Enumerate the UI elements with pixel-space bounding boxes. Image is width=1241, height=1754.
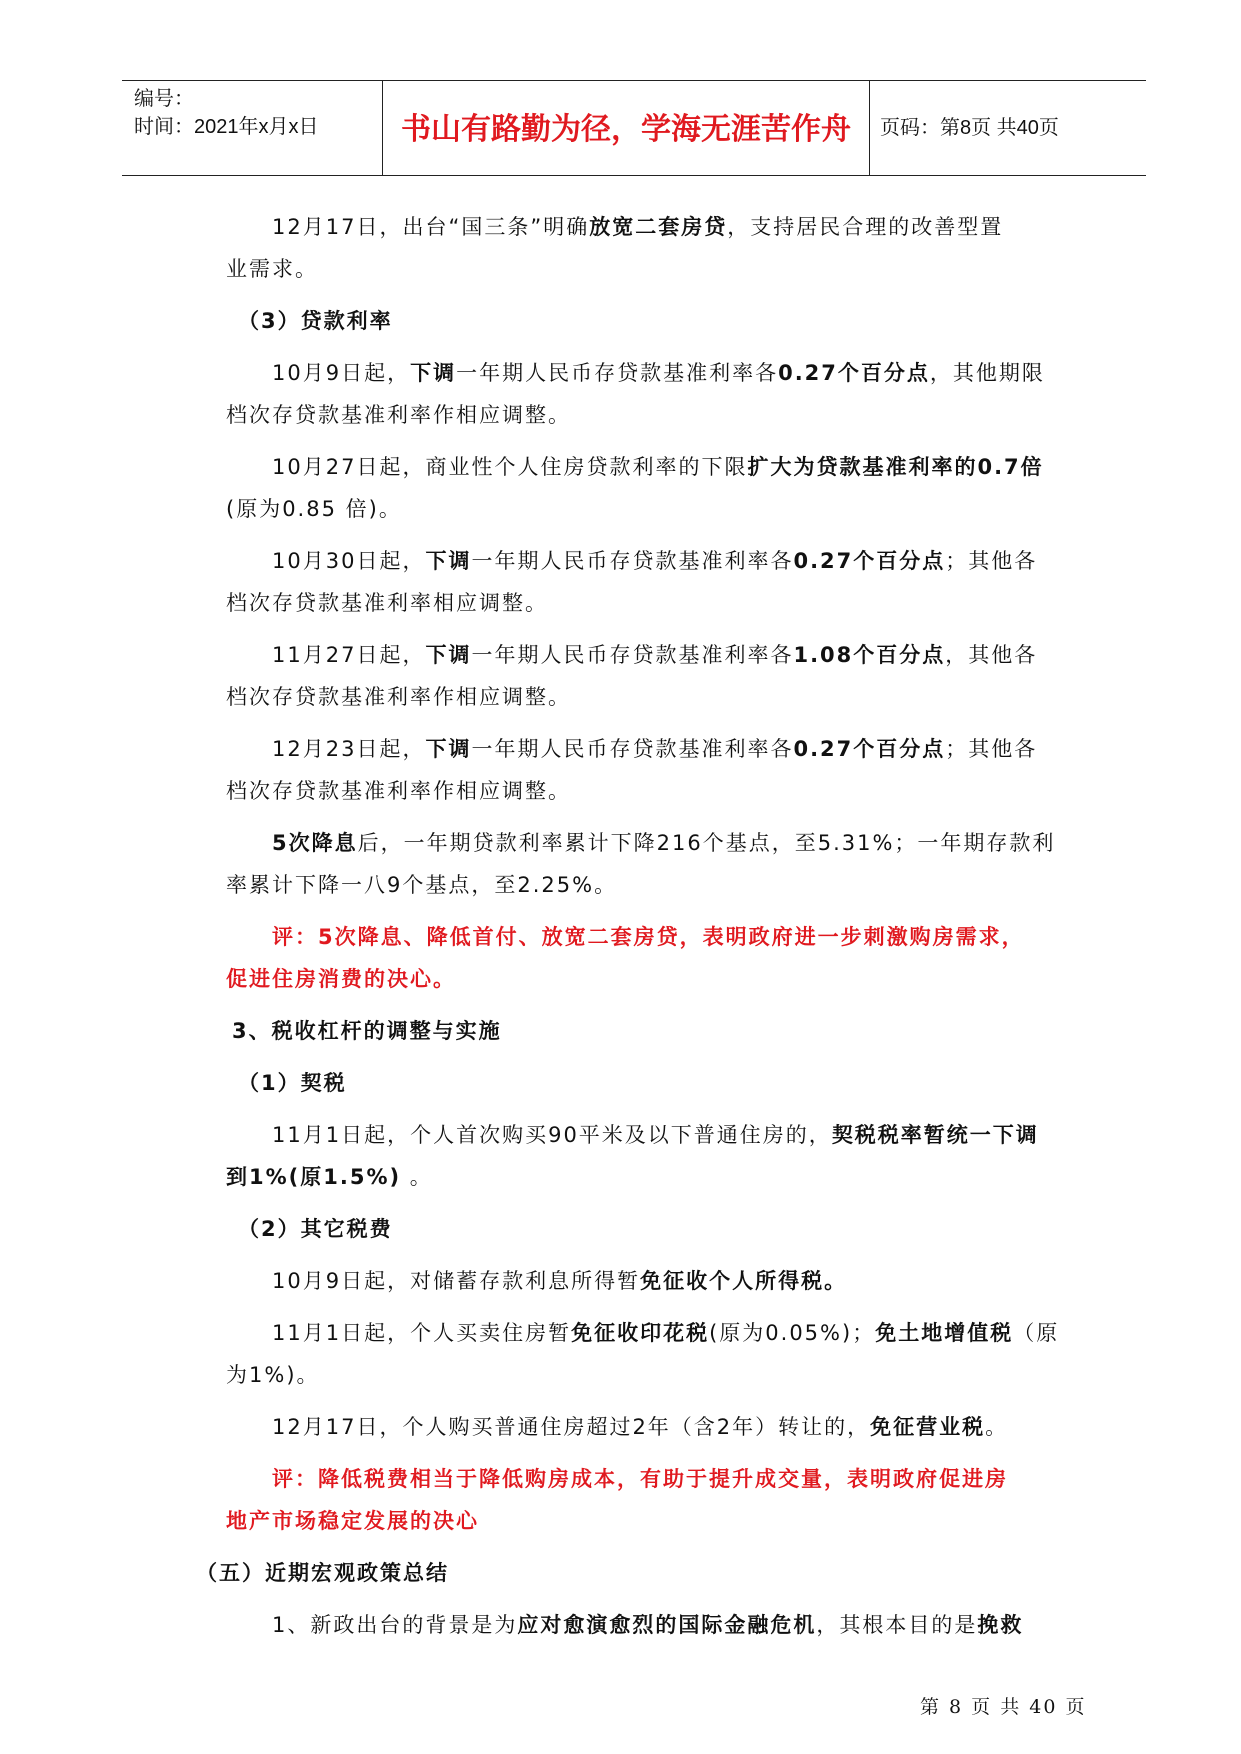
paragraph-line (226, 1360, 320, 1390)
text-run-bold: 下调 (425, 737, 472, 761)
text-run-bold: 扩大为贷款基准利率的0.7倍 (747, 455, 1044, 479)
paragraph-line (226, 870, 617, 900)
document-number-label: 编号： (134, 88, 194, 110)
text-run-bold: 契税税率暂统一下调 (831, 1123, 1039, 1147)
text-run: 后，一年期贷款利率累计下降216个基点，至5.31%；一年期存款利 (357, 831, 1056, 855)
comment-line-red: 评：5次降息、降低首付、放宽二套房贷，表明政府进一步刺激购房需求， (272, 925, 1025, 949)
page-header-table (122, 80, 1146, 176)
paragraph-line (272, 452, 1044, 482)
paragraph-line (272, 734, 1037, 764)
text-run-bold: 免征收个人所得税。 (640, 1269, 848, 1293)
paragraph-line (272, 1412, 1008, 1442)
text-run-bold: 下调 (410, 361, 457, 385)
text-run: 10月30日起， (272, 549, 426, 573)
text-run: 。 (401, 1165, 433, 1189)
section-heading-tax: 3、税收杠杆的调整与实施 (232, 1019, 502, 1043)
text-run: 12月17日，个人购买普通住房超过2年（含2年）转让的， (272, 1415, 871, 1439)
comment-line-red: 地产市场稳定发展的决心 (226, 1509, 479, 1533)
text-run: （原 (1013, 1321, 1060, 1345)
text-run: (原为0.05%)； (709, 1321, 876, 1345)
paragraph-line (226, 588, 548, 618)
text-run-bold: 应对愈演愈烈的国际金融危机 (517, 1613, 817, 1637)
text-run: 一年期人民币存贷款基准利率各 (456, 361, 779, 385)
text-run: 12月17日，出台“国三条”明确 (272, 215, 590, 239)
text-run-bold: 0.27个百分点 (778, 361, 930, 385)
text-run: 1、新政出台的背景是为 (272, 1613, 518, 1637)
text-run: ，其根本目的是 (816, 1613, 978, 1637)
text-run: 11月27日起， (272, 643, 426, 667)
page-footer-number: 第 8 页 共 40 页 (920, 1696, 1087, 1718)
text-run-bold: 0.27个百分点 (793, 737, 946, 761)
text-run: 档次存贷款基准利率作相应调整。 (226, 779, 571, 803)
text-run: 档次存贷款基准利率作相应调整。 (226, 403, 571, 427)
text-run-bold: 到1%(原1.5%) (226, 1165, 402, 1189)
text-run: ，其他各 (945, 643, 1038, 667)
text-run-bold: 免土地增值税 (875, 1321, 1014, 1345)
paragraph-line (272, 212, 1003, 242)
paragraph-line (272, 358, 1045, 388)
comment-line-red: 促进住房消费的决心。 (226, 967, 456, 991)
paragraph-line (272, 546, 1037, 576)
text-run: ；其他各 (945, 737, 1038, 761)
text-run: 10月9日起， (272, 361, 411, 385)
text-run: 11月1日起，个人买卖住房暂 (272, 1321, 572, 1345)
paragraph-line (226, 254, 318, 284)
section-heading-summary: （五）近期宏观政策总结 (196, 1561, 449, 1585)
text-run: 10月27日起，商业性个人住房贷款利率的下限 (272, 455, 748, 479)
text-run: 率累计下降一八9个基点，至2.25%。 (226, 873, 618, 897)
text-run: 。 (985, 1415, 1009, 1439)
text-run: ，其他期限 (929, 361, 1045, 385)
text-run-bold: 免征营业税 (870, 1415, 986, 1439)
text-run: 一年期人民币存贷款基准利率各 (471, 549, 794, 573)
text-run: 业需求。 (226, 257, 318, 281)
document-time-label: 时间：2021年x月x日 (134, 116, 319, 138)
text-run-bold: 挽救 (977, 1613, 1024, 1637)
text-run: (原为0.85 倍)。 (226, 497, 402, 521)
section-heading-loan-rate: （3）贷款利率 (238, 309, 393, 333)
paragraph-line (226, 682, 571, 712)
text-run-bold: 1.08个百分点 (793, 643, 946, 667)
text-run: ；其他各 (945, 549, 1038, 573)
paragraph-line (272, 1610, 1023, 1640)
text-run: ，支持居民合理的改善型置 (727, 215, 1004, 239)
text-run-bold: 5次降息 (272, 831, 358, 855)
paragraph-line (226, 494, 402, 524)
text-run-bold: 下调 (425, 549, 472, 573)
comment-line-red: 评：降低税费相当于降低购房成本，有助于提升成交量，表明政府促进房 (272, 1467, 1008, 1491)
header-page-code: 页码：第8页 共40页 (880, 117, 1059, 139)
paragraph-line (272, 828, 1055, 858)
text-run: 档次存贷款基准利率相应调整。 (226, 591, 548, 615)
header-motto-cell (382, 81, 870, 175)
text-run-bold: 0.27个百分点 (793, 549, 946, 573)
paragraph-line (272, 1120, 1039, 1150)
text-run: 一年期人民币存贷款基准利率各 (471, 737, 794, 761)
text-run: 12月23日起， (272, 737, 426, 761)
text-run: 10月9日起，对储蓄存款利息所得暂 (272, 1269, 641, 1293)
text-run-bold: 下调 (425, 643, 472, 667)
paragraph-line (272, 1266, 847, 1296)
text-run: 为1%)。 (226, 1363, 320, 1387)
header-page-code-cell (870, 81, 1146, 175)
header-left-cell (122, 81, 382, 175)
paragraph-line (226, 776, 571, 806)
paragraph-line (272, 1318, 1059, 1348)
text-run: 档次存贷款基准利率作相应调整。 (226, 685, 571, 709)
section-heading-deed-tax: （1）契税 (238, 1071, 347, 1095)
paragraph-line (226, 1162, 433, 1192)
text-run-bold: 免征收印花税 (571, 1321, 710, 1345)
text-run-bold: 放宽二套房贷 (589, 215, 728, 239)
paragraph-line (272, 640, 1037, 670)
paragraph-line (226, 400, 571, 430)
text-run: 一年期人民币存贷款基准利率各 (471, 643, 794, 667)
text-run: 11月1日起，个人首次购买90平米及以下普通住房的， (272, 1123, 832, 1147)
section-heading-other-tax: （2）其它税费 (238, 1217, 393, 1241)
header-motto: 书山有路勤为径，学海无涯苦作舟 (401, 112, 851, 147)
